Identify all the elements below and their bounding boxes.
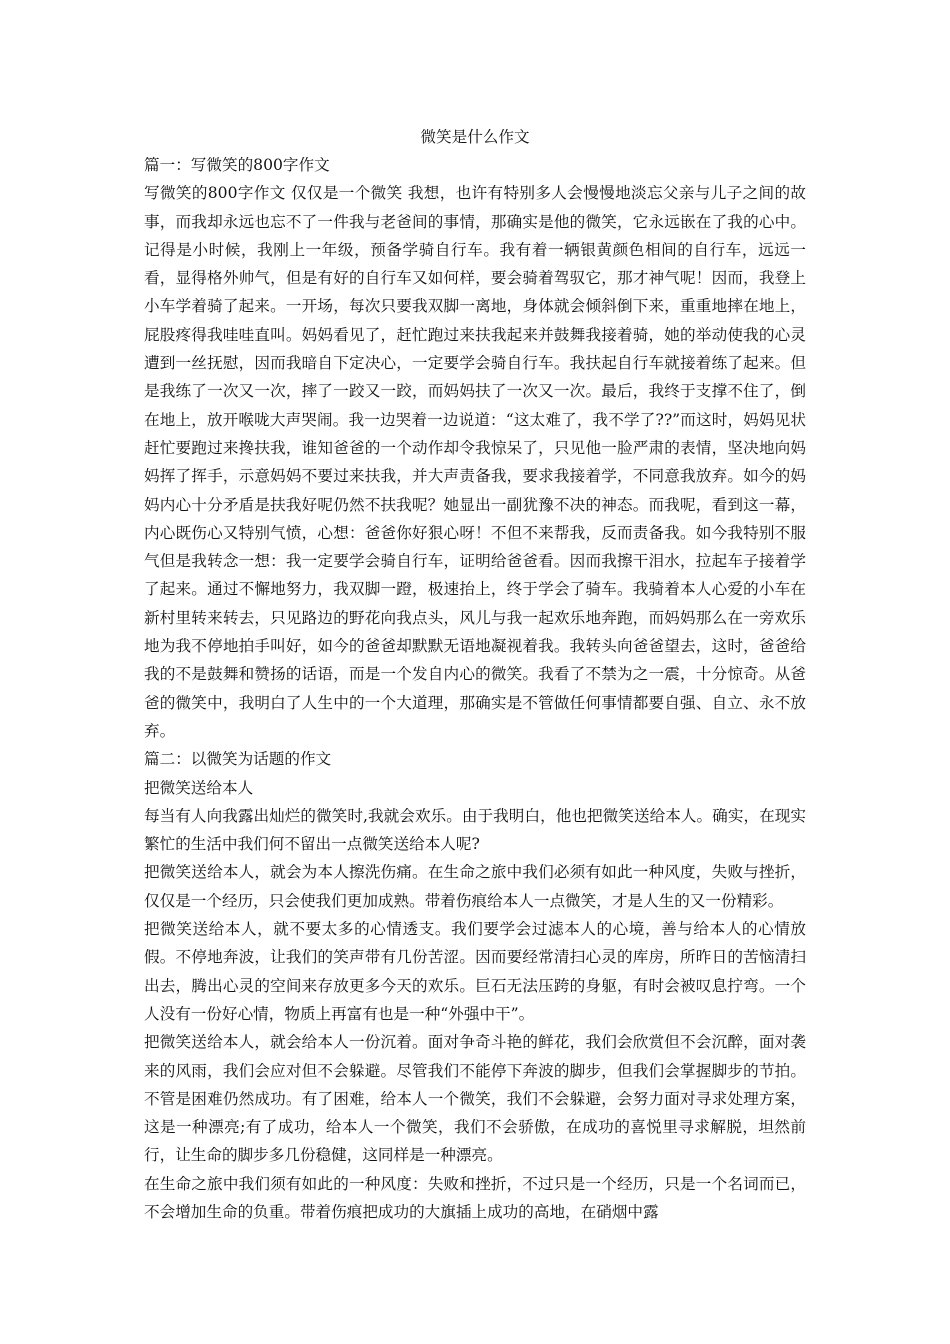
section-2-paragraph-5: 在生命之旅中我们须有如此的一种风度：失败和挫折，不过只是一个经历，只是一个名词而已，不会增加生命的负重。带着伤痕把成功的大旗插上成功的高地，在硝烟中露 (144, 1174, 806, 1221)
section-2-paragraph-3: 把微笑送给本人，就不要太多的心情透支。我们要学会过滤本人的心境，善与给本人的心情放假。不停地奔波，让我们的笑声带有几份苦涩。因而要经常清扫心灵的库房，所昨日的苦恼清扫出去，腾出心灵的空间来存放更多今天的欢乐。巨石无法压跨的身躯，有时会被叹息拧弯。一个人没有一份好心情，物质上再富有也是一种“外强中干”。 (144, 920, 806, 1023)
section-1 (144, 151, 806, 745)
section-2 (144, 745, 806, 1226)
section-2-heading: 篇二：以微笑为话题的作文 (144, 750, 332, 769)
document-title: 微笑是什么作文 (420, 128, 530, 146)
document-page (144, 123, 806, 1226)
section-1-paragraph-1: 写微笑的800字作文 仅仅是一个微笑 我想，也许有特别多人会慢慢地淡忘父亲与儿子之间的故事，而我却永远也忘不了一件我与老爸间的事情，那确实是他的微笑，它永远嵌在了我的心中。 记得是小时候，我刚上一年级，预备学骑自行车。我有着一辆银黄颜色相间的自行车，远远一看，显得格外帅气，但是有好的自行车又如何样，要会骑着驾驭它，那才神气呢！因而，我登上小车学着骑了起来。一开场，每次只要我双脚一离地，身体就会倾斜倒下来，重重地摔在地上，屁股疼得我哇哇直叫。妈妈看见了，赶忙跑过来扶我起来并鼓舞我接着骑，她的举动使我的心灵遭到一丝抚慰，因而我暗自下定决心，一定要学会骑自行车。我扶起自行车就接着练了起来。但是我练了一次又一次，摔了一跤又一跤，而妈妈扶了一次又一次。最后，我终于支撑不住了，倒在地上，放开喉咙大声哭闹。我一边哭着一边说道：“这太难了，我不学了??”而这时，妈妈见状赶忙要跑过来搀扶我，谁知爸爸的一个动作却令我惊呆了，只见他一脸严肃的表情，坚决地向妈妈挥了挥手，示意妈妈不要过来扶我，并大声责备我，要求我接着学，不同意我放弃。如今的妈妈内心十分矛盾是扶我好呢仍然不扶我呢？她显出一副犹豫不决的神态。而我呢，看到这一幕，内心既伤心又特别气愤，心想：爸爸你好狠心呀！不但不来帮我，反而责备我。如今我特别不服气但是我转念一想：我一定要学会骑自行车，证明给爸爸看。因而我擦干泪水，拉起车子接着学了起来。通过不懈地努力，我双脚一蹬，极速抬上，终于学会了骑车。我骑着本人心爱的小车在新村里转来转去，只见路边的野花向我点头，风儿与我一起欢乐地奔跑，而妈妈那么在一旁欢乐地为我不停地拍手叫好，如今的爸爸却默默无语地凝视着我。我转头向爸爸望去，这时，爸爸给我的不是鼓舞和赞扬的话语，而是一个发自内心的微笑。我看了不禁为之一震，十分惊奇。从爸爸的微笑中，我明白了人生中的一个大道理，那确实是不管做任何事情都要自强、自立、永不放弃。 (144, 184, 806, 740)
section-2-subtitle: 把微笑送给本人 (144, 778, 254, 797)
section-2-paragraph-4: 把微笑送给本人，就会给本人一份沉着。面对争奇斗艳的鲜花，我们会欣赏但不会沉醉，面对袭来的风雨，我们会应对但不会躲避。尽管我们不能停下奔波的脚步，但我们会掌握脚步的节拍。不管是困难仍然成功。有了困难，给本人一个微笑，我们不会躲避，会努力面对寻求处理方案，这是一种漂亮;有了成功，给本人一个微笑，我们不会骄傲，在成功的喜悦里寻求解脱，坦然前行，让生命的脚步多几份稳健，这同样是一种漂亮。 (144, 1033, 806, 1165)
section-2-paragraph-1: 每当有人向我露出灿烂的微笑时,我就会欢乐。由于我明白，他也把微笑送给本人。确实，在现实繁忙的生活中我们何不留出一点微笑送给本人呢? (144, 806, 806, 854)
section-1-heading: 篇一：写微笑的800字作文 (144, 156, 330, 174)
section-2-paragraph-2: 把微笑送给本人，就会为本人擦洗伤痛。在生命之旅中我们必须有如此一种风度，失败与挫折，仅仅是一个经历，只会使我们更加成熟。带着伤痕给本人一点微笑，才是人生的又一份精彩。 (144, 863, 806, 910)
